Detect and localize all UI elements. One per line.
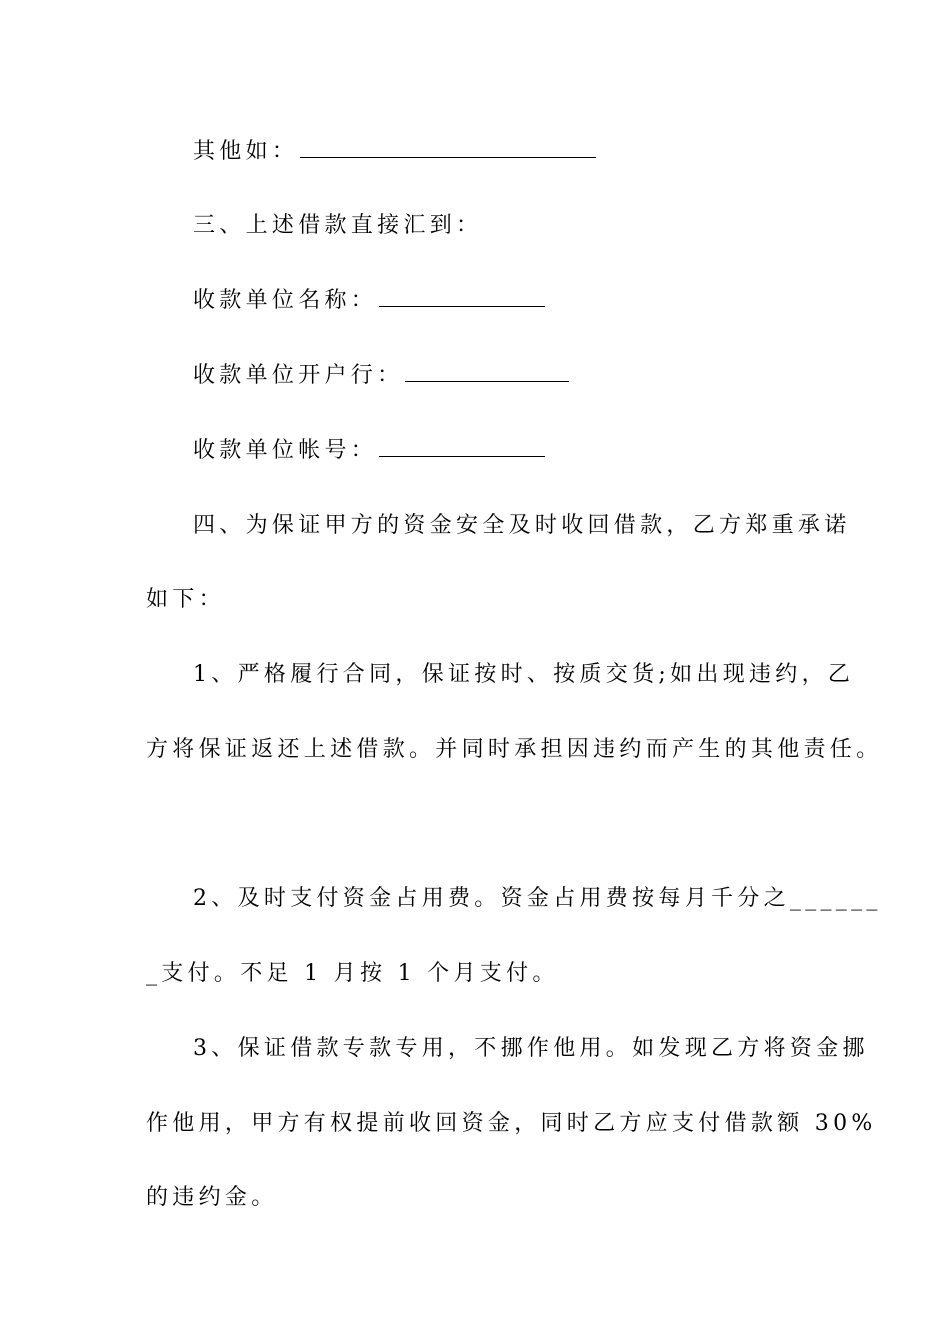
payee-name-blank — [379, 286, 545, 307]
other-line — [193, 137, 873, 167]
section-three-heading — [193, 211, 873, 241]
item-three-text-2: 作他用，甲方有权提前收回资金，同时乙方应支付借款额 30% — [146, 1111, 877, 1136]
item-three-text-1: 3、保证借款专款专用，不挪作他用。如发现乙方将资金挪 — [193, 1036, 869, 1061]
item-three-line-1 — [193, 1034, 873, 1064]
payee-bank-blank — [405, 361, 569, 382]
payee-name-label: 收款单位名称： — [193, 288, 378, 313]
section-three-text: 三、上述借款直接汇到： — [193, 213, 483, 238]
payee-bank-line — [193, 361, 873, 391]
section-four-text-1: 四、为保证甲方的资金安全及时收回借款，乙方郑重承诺 — [193, 513, 851, 538]
item-three-line-3 — [146, 1183, 826, 1213]
other-blank — [300, 137, 596, 158]
payee-bank-label: 收款单位开户行： — [193, 363, 404, 388]
payee-account-line — [193, 436, 873, 466]
other-label: 其他如： — [193, 139, 299, 164]
item-three-line-2 — [146, 1109, 877, 1139]
item-one-text-1: 1、严格履行合同，保证按时、按质交货;如出现违约，乙 — [193, 662, 855, 687]
item-one-line-1 — [193, 660, 873, 690]
item-three-text-3: 的违约金。 — [146, 1185, 278, 1210]
item-two-text-2: _支付。不足 1 月按 1 个月支付。 — [146, 961, 559, 986]
item-two-line-1 — [193, 884, 882, 914]
payee-account-label: 收款单位帐号： — [193, 438, 378, 463]
section-four-text-2: 如下： — [146, 587, 225, 612]
section-four-line-2 — [146, 585, 826, 615]
section-four-line-1 — [193, 511, 873, 541]
item-one-text-2: 方将保证返还上述借款。并同时承担因违约而产生的其他责任。 — [146, 737, 883, 762]
item-two-line-2 — [146, 959, 826, 989]
payee-account-blank — [379, 436, 545, 457]
item-two-text-1: 2、及时支付资金占用费。资金占用费按每月千分之______ — [193, 886, 882, 911]
item-one-line-2 — [146, 735, 883, 765]
payee-name-line — [193, 286, 873, 316]
